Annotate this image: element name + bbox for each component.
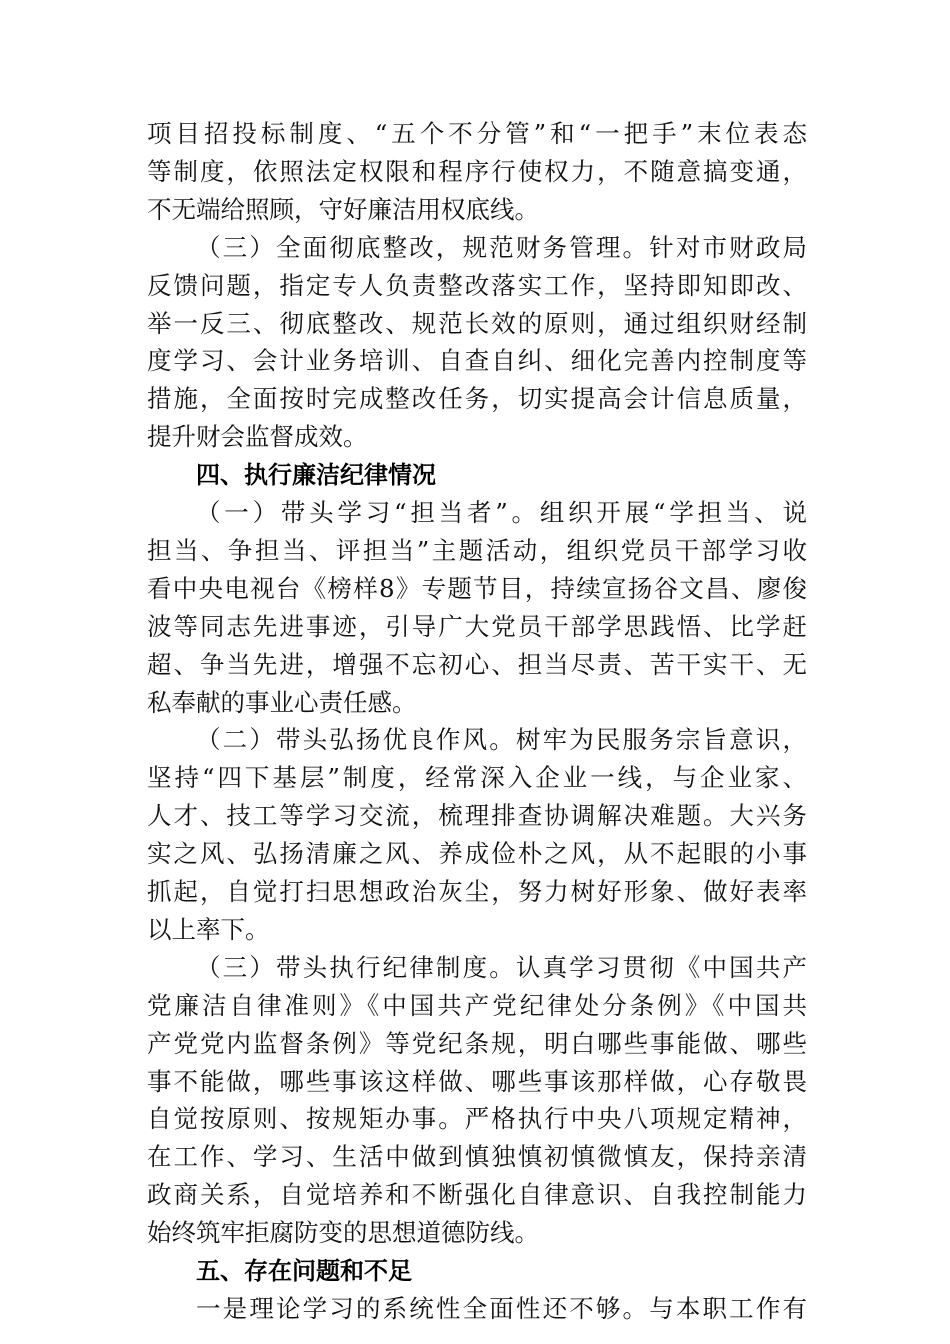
text-line: 事不能做，哪些事该这样做、哪些事该那样做，心存敬畏 [147,1066,807,1096]
section-heading: 四、执行廉洁纪律情况 [196,461,436,490]
text-line: 政商关系，自觉培养和不断强化自律意识、自我控制能力 [147,1180,807,1210]
text-line: 以上率下。 [147,914,270,944]
text-line: 在工作、学习、生活中做到慎独慎初慎微慎友，保持亲清 [147,1142,807,1172]
text-line: （二）带头弘扬优良作风。树牢为民服务宗旨意识， [196,725,807,755]
text-line: 产党党内监督条例》等党纪条规，明白哪些事能做、哪些 [147,1028,807,1058]
text-line: 实之风、弘扬清廉之风、养成俭朴之风，从不起眼的小事 [147,839,807,869]
text-line: （三）全面彻底整改，规范财务管理。针对市财政局 [196,232,807,262]
text-line: 抓起，自觉打扫思想政治灰尘，努力树好形象、做好表率 [147,877,807,906]
text-line: 自觉按原则、按规矩办事。严格执行中央八项规定精神， [147,1104,807,1134]
text-line: 不无端给照顾，守好廉洁用权底线。 [147,194,539,224]
text-line: 波等同志先进事迹，引导广大党员干部学思践悟、比学赶 [147,611,807,641]
text-line: 坚持“四下基层”制度，经常深入企业一线，与企业家、 [147,763,807,793]
text-line: 提升财会监督成效。 [147,422,368,452]
text-line: 超、争当先进，增强不忘初心、担当尽责、苦干实干、无 [147,649,807,679]
text-line: （一）带头学习“担当者”。组织开展“学担当、说 [196,498,807,527]
text-line: 举一反三、彻底整改、规范长效的原则，通过组织财经制 [147,308,807,338]
text-line: 度学习、会计业务培训、自查自纠、细化完善内控制度等 [147,346,807,376]
text-line: 项目招投标制度、“五个不分管”和“一把手”末位表态 [147,119,807,148]
section-heading: 五、存在问题和不足 [196,1257,412,1285]
text-line: 等制度，依照法定权限和程序行使权力，不随意搞变通， [147,156,807,186]
text-line: 私奉献的事业心责任感。 [147,687,417,717]
text-line: 反馈问题，指定专人负责整改落实工作，坚持即知即改、 [147,270,807,300]
text-line: 始终筑牢拒腐防变的思想道德防线。 [147,1218,539,1248]
text-line: 担当、争担当、评担当”主题活动，组织党员干部学习收 [147,535,807,565]
text-line: 看中央电视台《榜样8》专题节目，持续宣扬谷文昌、廖俊 [147,573,807,603]
text-line: 党廉洁自律准则》《中国共产党纪律处分条例》《中国共 [147,990,807,1020]
text-line: （三）带头执行纪律制度。认真学习贯彻《中国共产 [196,952,807,982]
text-line: 一是理论学习的系统性全面性还不够。与本职工作有 [196,1293,807,1323]
text-line: 人才、技工等学习交流，梳理排查协调解决难题。大兴务 [147,801,807,831]
text-line: 措施，全面按时完成整改任务，切实提高会计信息质量， [147,384,807,414]
